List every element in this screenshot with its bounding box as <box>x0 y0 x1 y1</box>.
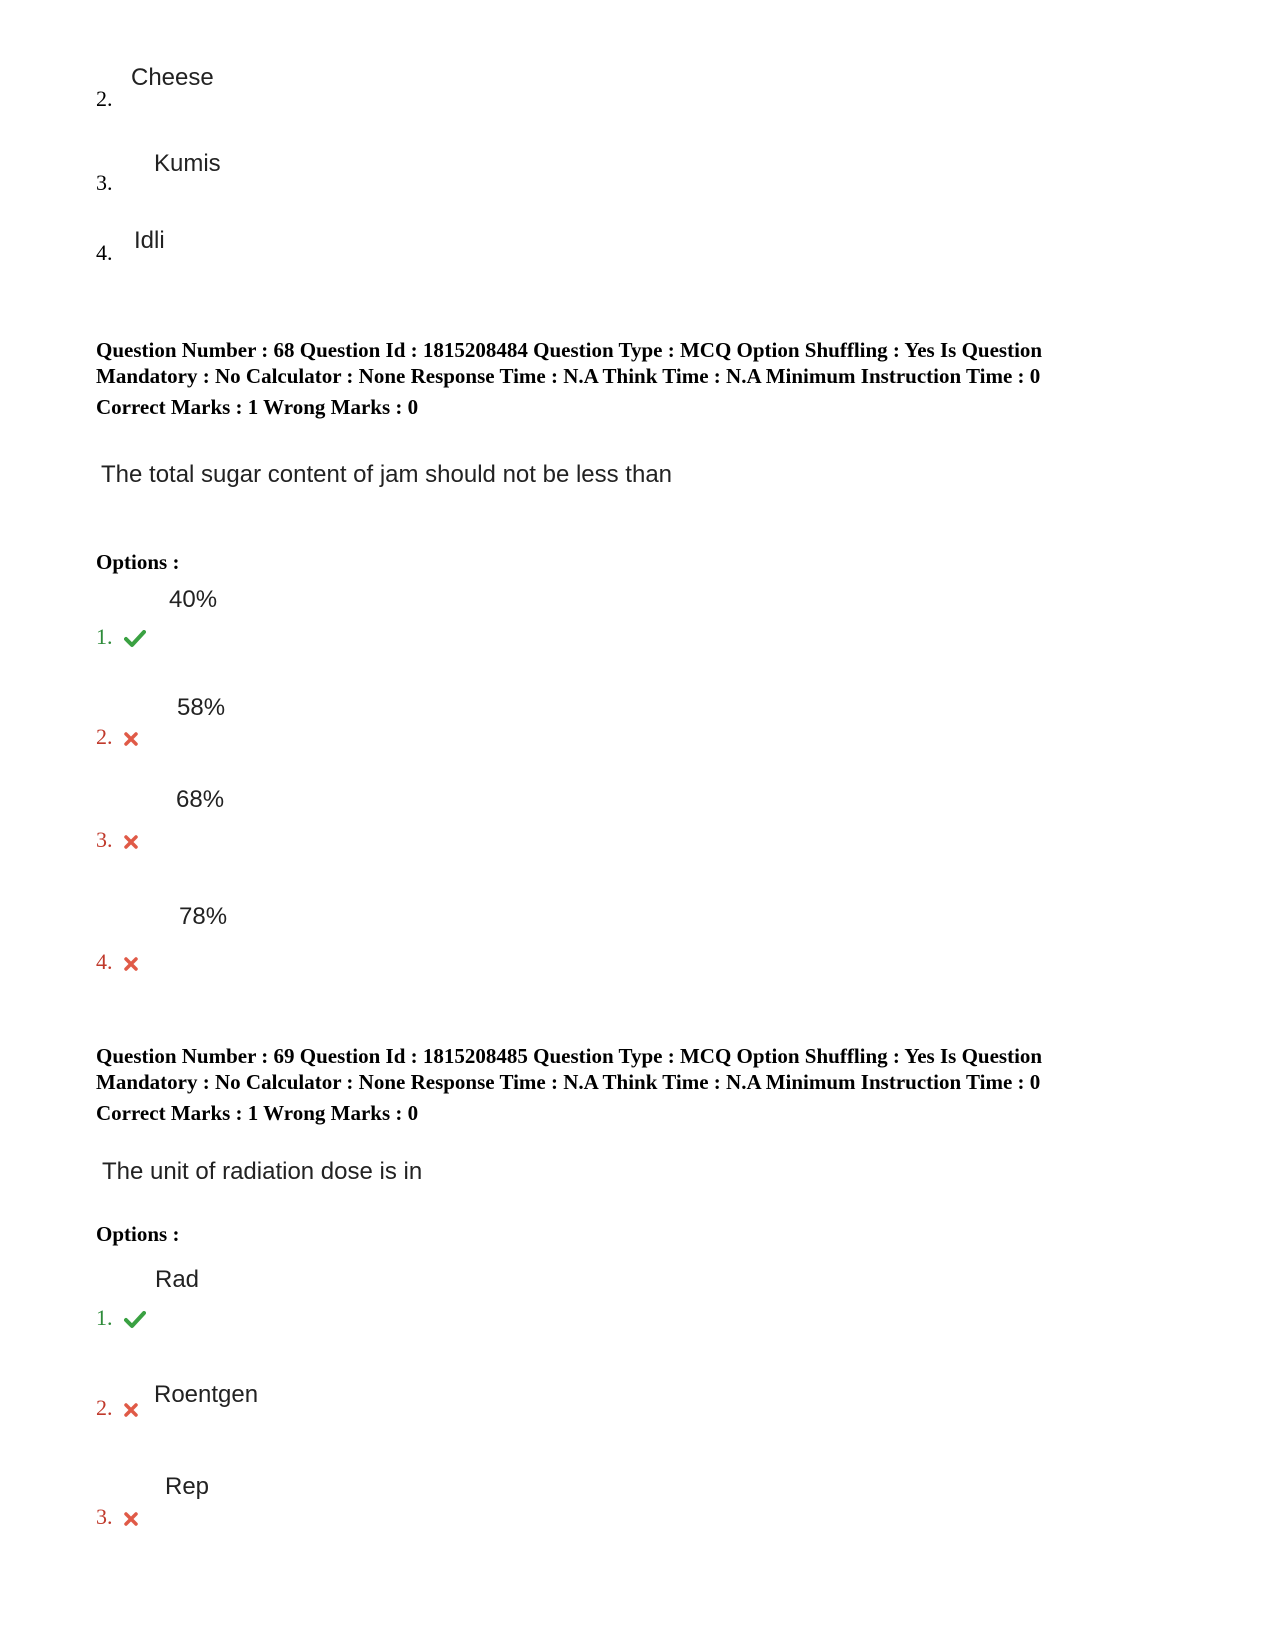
option-number-label: 1. <box>96 624 113 649</box>
option-number <box>96 1504 138 1530</box>
question-meta-line: Question Number : 69 Question Id : 1815208485 Question Type : MCQ Option Shuffling : Yes Is Question <box>96 1044 1043 1068</box>
option-number: 3. <box>96 170 113 195</box>
option-number <box>96 1305 146 1331</box>
option-number: 4. <box>96 240 113 265</box>
option-number <box>96 624 146 650</box>
option-text: 68% <box>176 786 225 813</box>
option-number-label: 3. <box>96 1504 113 1529</box>
option-text: Cheese <box>131 64 214 91</box>
option-number <box>96 724 138 750</box>
check-icon <box>124 630 146 648</box>
question-meta-line: Mandatory : No Calculator : None Response Time : N.A Think Time : N.A Minimum Instruction Time : 0 <box>96 364 1041 388</box>
cross-icon <box>124 835 138 849</box>
question-header <box>96 1043 1186 1126</box>
options-label: Options : <box>96 1222 180 1246</box>
option-number-label: 4. <box>96 949 113 974</box>
option-text: 58% <box>177 694 226 721</box>
option-text: Kumis <box>154 150 221 177</box>
question-marks-line: Correct Marks : 1 Wrong Marks : 0 <box>96 1101 419 1125</box>
cross-icon <box>124 1512 138 1526</box>
option-text: Idli <box>134 227 165 254</box>
option-text: Roentgen <box>154 1381 259 1408</box>
question-text: The total sugar content of jam should not be less than <box>101 461 673 488</box>
option-text: Rad <box>155 1266 200 1293</box>
option-text: 40% <box>169 586 218 613</box>
check-icon <box>124 1311 146 1329</box>
option-number-label: 2. <box>96 724 113 749</box>
question-header <box>96 337 1186 420</box>
option-number <box>96 1395 138 1421</box>
cross-icon <box>124 732 138 746</box>
question-text: The unit of radiation dose is in <box>102 1158 423 1185</box>
option-number-label: 3. <box>96 827 113 852</box>
option-number: 2. <box>96 86 113 111</box>
option-number-label: 1. <box>96 1305 113 1330</box>
cross-icon <box>124 1403 138 1417</box>
options-label: Options : <box>96 550 180 574</box>
option-number-label: 2. <box>96 1395 113 1420</box>
option-number <box>96 949 138 975</box>
question-meta-line: Mandatory : No Calculator : None Response Time : N.A Think Time : N.A Minimum Instruction Time : 0 <box>96 1070 1041 1094</box>
question-marks-line: Correct Marks : 1 Wrong Marks : 0 <box>96 395 419 419</box>
question-meta-line: Question Number : 68 Question Id : 1815208484 Question Type : MCQ Option Shuffling : Yes Is Question <box>96 338 1043 362</box>
option-text: 78% <box>179 903 228 930</box>
cross-icon <box>124 957 138 971</box>
option-text: Rep <box>165 1473 210 1500</box>
option-number <box>96 827 138 853</box>
